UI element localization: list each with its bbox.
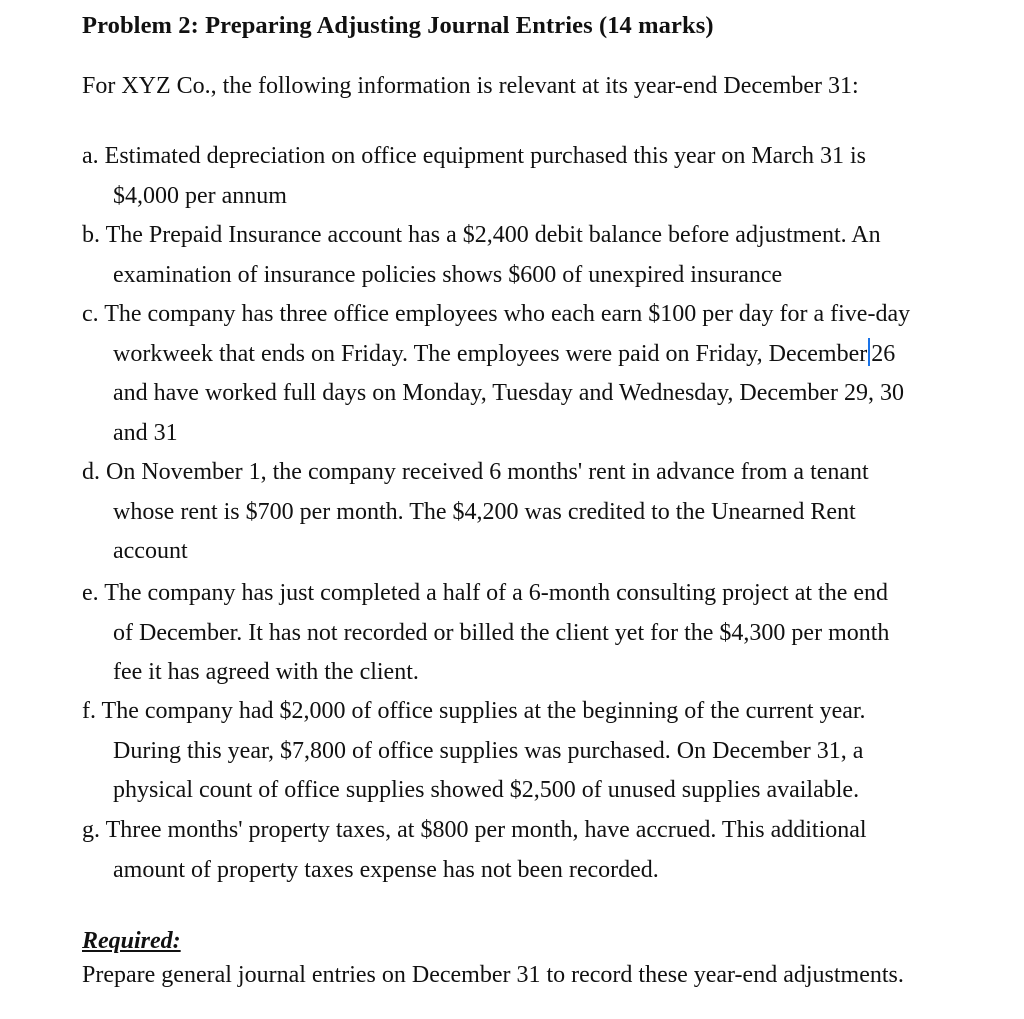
item-e-line-3: fee it has agreed with the client. xyxy=(113,659,419,685)
item-b-line-1: b. The Prepaid Insurance account has a $2,400 debit balance before adjustment. An xyxy=(82,222,881,248)
list-item-f xyxy=(82,692,1012,811)
item-d-line-1: d. On November 1, the company received 6 months' rent in advance from a tenant xyxy=(82,459,869,485)
item-c-line-2-tail: 26 xyxy=(871,340,896,367)
item-f-line-1: f. The company had $2,000 of office supplies at the beginning of the current year. xyxy=(82,698,866,724)
list-item-a xyxy=(82,137,1012,216)
item-f-line-2: During this year, $7,800 of office supplies was purchased. On December 31, a xyxy=(113,737,864,764)
item-e-line-1: e. The company has just completed a half of a 6-month consulting project at the end xyxy=(82,580,888,606)
item-a-line-2: $4,000 per annum xyxy=(113,182,287,209)
item-e-line-2: of December. It has not recorded or billed the client yet for the $4,300 per month xyxy=(113,619,890,646)
item-c-line-4: and 31 xyxy=(113,419,178,446)
item-c-line-2-text: workweek that ends on Friday. The employees were paid on Friday, December xyxy=(113,340,868,367)
list-item-c xyxy=(82,295,1012,453)
item-g-line-1: g. Three months' property taxes, at $800 per month, have accrued. This additional xyxy=(82,817,867,843)
problem-title: Problem 2: Preparing Adjusting Journal Entries (14 marks) xyxy=(82,12,714,39)
item-g-line-2: amount of property taxes expense has not been recorded. xyxy=(113,856,659,883)
item-c-line-2 xyxy=(82,335,1012,375)
item-b-line-2: examination of insurance policies shows $600 of unexpired insurance xyxy=(113,261,783,288)
required-heading: Required: xyxy=(82,928,181,954)
item-c-line-3: and have worked full days on Monday, Tuesday and Wednesday, December 29, 30 xyxy=(113,380,905,406)
list-item-g xyxy=(82,811,1012,890)
text-cursor xyxy=(868,338,870,366)
item-f-line-3: physical count of office supplies showed $2,500 of unused supplies available. xyxy=(113,777,860,803)
list-item-d xyxy=(82,453,1012,572)
item-c-line-1: c. The company has three office employees who each earn $100 per day for a five-day xyxy=(82,301,911,327)
required-instruction: Prepare general journal entries on December 31 to record these year-end adjustments. xyxy=(82,962,904,988)
intro-text: For XYZ Co., the following information is relevant at its year-end December 31: xyxy=(82,73,859,99)
list-item-e xyxy=(82,574,1012,693)
list-item-b xyxy=(82,216,1012,295)
item-d-line-2: whose rent is $700 per month. The $4,200 was credited to the Unearned Rent xyxy=(113,498,856,525)
item-a-line-1: a. Estimated depreciation on office equipment purchased this year on March 31 is xyxy=(82,143,866,169)
item-d-line-3: account xyxy=(113,538,188,564)
